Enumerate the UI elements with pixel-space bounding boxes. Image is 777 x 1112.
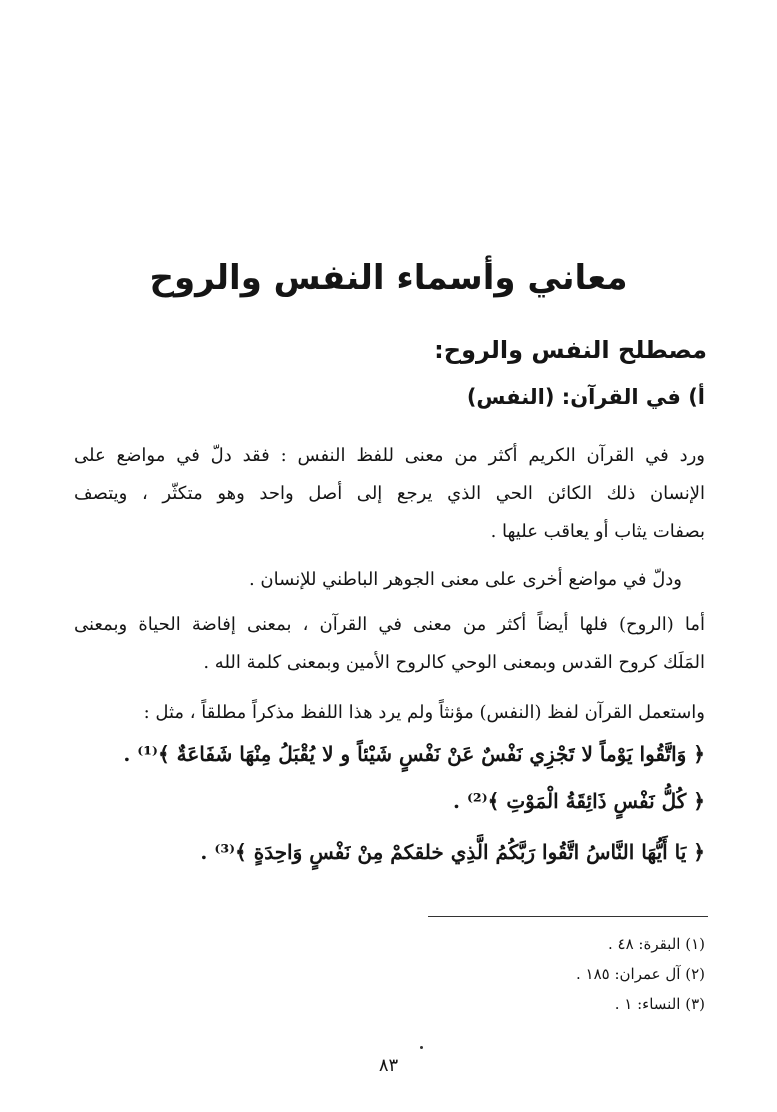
paragraph-line: المَلَك كروح القدس وبمعنى الوحي كالروح الأمين وبمعنى كلمة الله . xyxy=(203,652,705,673)
quran-verse: ﴿ يَا أَيُّهَا النَّاسُ اتَّقُوا رَبَّكُمُ الَّذِي خلقكمْ مِنْ نَفْسٍ وَاحِدَةٍ ﴾⁽³⁾ . xyxy=(200,840,705,864)
footnote-divider xyxy=(428,916,708,917)
footnote: (٣) النساء: ١ . xyxy=(614,995,705,1013)
quran-verse: ﴿ وَاتَّقُوا يَوْماً لا تَجْزِي نَفْسٌ عَنْ نَفْسٍ شَيْئاً و لا يُقْبَلُ مِنْهَا شَفَاعَةٌ ﴾⁽¹⁾ . xyxy=(123,742,705,766)
footnote: (٢) آل عمران: ١٨٥ . xyxy=(576,965,705,983)
paragraph-line: ورد في القرآن الكريم أكثر من معنى للفظ النفس : فقد دلّ في مواضع على xyxy=(74,445,705,466)
paragraph-line: بصفات يثاب أو يعاقب عليها . xyxy=(490,521,705,542)
chapter-title: معاني وأسماء النفس والروح xyxy=(149,258,628,298)
section-heading: مصطلح النفس والروح: xyxy=(434,336,707,364)
paragraph-line: واستعمل القرآن لفظ (النفس) مؤنثاً ولم يرد هذا اللفظ مذكراً مطلقاً ، مثل : xyxy=(143,702,705,723)
page-number: ٨٣ xyxy=(378,1055,399,1076)
print-speck xyxy=(420,1046,423,1049)
paragraph-line: ودلّ في مواضع أخرى على معنى الجوهر الباطني للإنسان . xyxy=(248,569,682,590)
footnote: (١) البقرة: ٤٨ . xyxy=(607,935,705,953)
paragraph-line: الإنسان ذلك الكائن الحي الذي يرجع إلى أصل واحد وهو متكثّر ، ويتصف xyxy=(74,483,705,504)
paragraph-line: أما (الروح) فلها أيضاً أكثر من معنى في القرآن ، بمعنى إفاضة الحياة وبمعنى xyxy=(74,614,705,635)
quran-verse: ﴿ كُلُّ نَفْسٍ ذَائِقَةُ الْمَوْتِ ﴾⁽²⁾ . xyxy=(453,789,705,813)
subheading-quran-nafs: أ) في القرآن: (النفس) xyxy=(466,385,705,409)
